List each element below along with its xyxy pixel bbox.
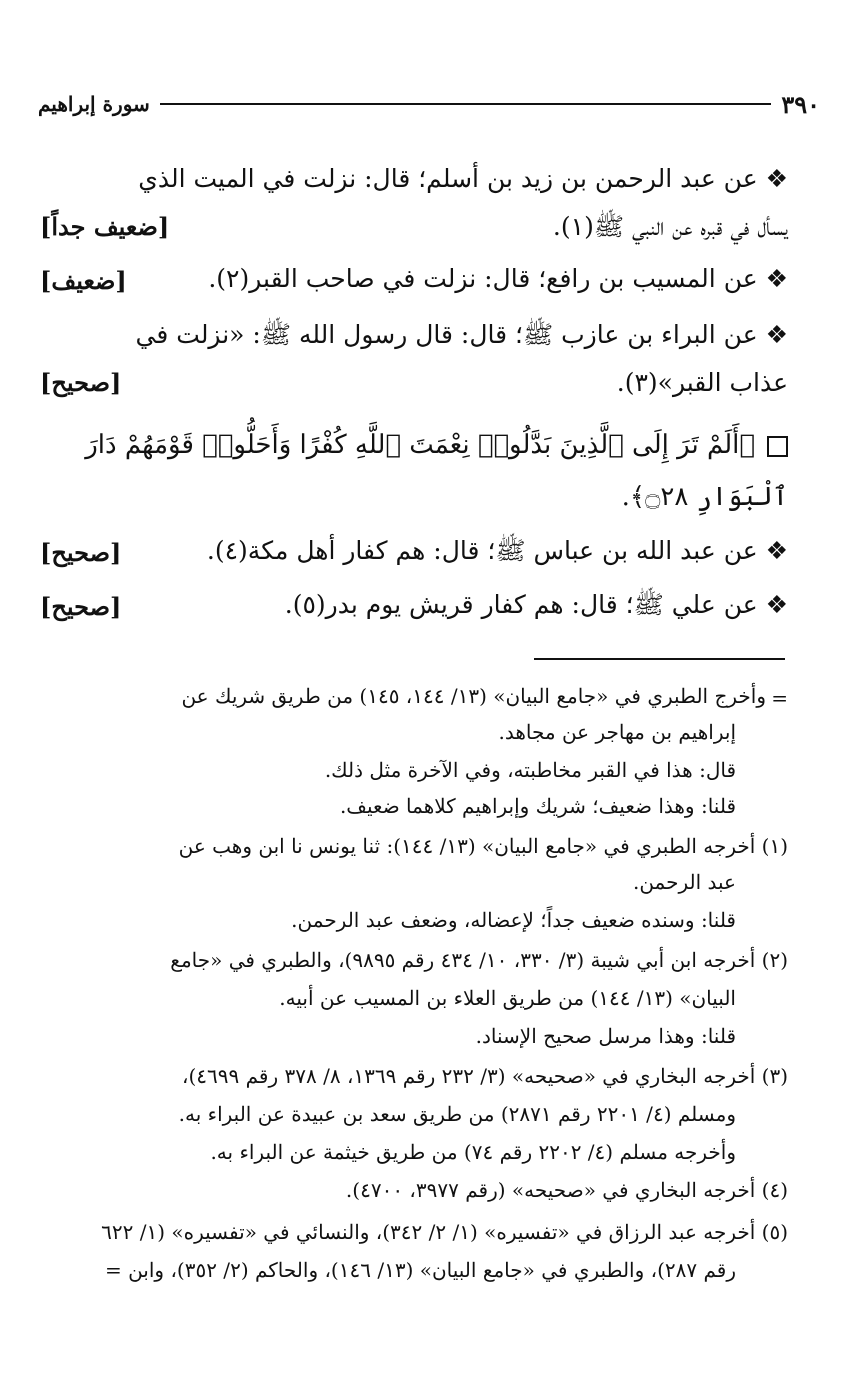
footnote-line: قلنا: وهذا ضعيف؛ شريك وإبراهيم كلاهما ضعيف. (339, 794, 736, 818)
narration-4-line-1: ❖ عن عبد الله بن عباس ﷺ؛ قال: هم كفار أهل مكة(٤). (206, 536, 788, 565)
footnote-line: قلنا: وسنده ضعيف جداً؛ لإعضاله، وضعف عبد الرحمن. (291, 908, 736, 932)
narration-3-line-2: عذاب القبر»(٣). (616, 368, 788, 397)
grade-badge: [ضعيف جداً] (40, 212, 170, 241)
verse-text-1: ﴿أَلَمْ تَرَ إِلَى ٱلَّذِينَ بَدَّلُوا۟ نِعْمَتَ ٱللَّهِ كُفْرًا وَأَحَلُّوا۟ قَوْمَهُمْ دَارَ (85, 430, 755, 460)
footnote-line: وأخرجه مسلم (٤/ ٢٢٠٢ رقم ٧٤) من طريق خيثمة عن البراء به. (210, 1140, 736, 1164)
footnote-line: ومسلم (٤/ ٢٢٠١ رقم ٢٨٧١) من طريق سعد بن عبيدة عن البراء به. (178, 1102, 736, 1126)
running-header (38, 84, 820, 124)
narration-5-line-1: ❖ عن علي ﷺ؛ قال: هم كفار قريش يوم بدر(٥). (284, 590, 788, 619)
footnote-line: قلنا: وهذا مرسل صحيح الإسناد. (475, 1024, 736, 1048)
narration-1-line-2: يسأل في قبره عن النبي ﷺ(١). (552, 212, 788, 241)
grade-badge: [صحيح] (40, 538, 122, 567)
footnote-line: عبد الرحمن. (632, 870, 736, 894)
footnote-line: (٥) أخرجه عبد الرزاق في «تفسيره» (١/ ٢/ ٣٤٢)، والنسائي في «تفسيره» (١/ ٦٢٢ (101, 1220, 788, 1244)
grade-badge: [ضعيف] (40, 266, 127, 295)
continuation-mark: = (771, 686, 788, 710)
page-number: ٣٩٠ (781, 89, 820, 119)
footnote-separator (534, 658, 785, 660)
narration-2-line-1: ❖ عن المسيب بن رافع؛ قال: نزلت في صاحب القبر(٢). (208, 264, 788, 293)
grade-badge: [صحيح] (40, 368, 122, 397)
footnote-line: (١) أخرجه الطبري في «جامع البيان» (١٣/ ١٤٤): ثنا يونس نا ابن وهب عن (178, 834, 788, 858)
verse-line-1 (85, 432, 788, 458)
footnote-line: (٣) أخرجه البخاري في «صحيحه» (٣/ ٢٣٢ رقم ١٣٦٩، ٨/ ٣٧٨ رقم ٤٦٩٩)، (182, 1064, 788, 1088)
surah-title: سورة إبراهيم (38, 92, 150, 116)
footnote-line: وأخرج الطبري في «جامع البيان» (١٣/ ١٤٤، ١٤٥) من طريق شريك عن (181, 684, 766, 708)
header-rule (160, 103, 772, 105)
footnote-line: (٢) أخرجه ابن أبي شيبة (٣/ ٣٣٠، ١٠/ ٤٣٤ رقم ٩٨٩٥)، والطبري في «جامع (170, 948, 788, 972)
footnote-line: رقم ٢٨٧)، والطبري في «جامع البيان» (١٣/ ١٤٦)، والحاكم (٢/ ٣٥٢)، وابن = (104, 1258, 736, 1282)
grade-badge: [صحيح] (40, 592, 122, 621)
footnote-line: (٤) أخرجه البخاري في «صحيحه» (رقم ٣٩٧٧، ٤٧٠٠). (345, 1178, 788, 1202)
footnote-line: قال: هذا في القبر مخاطبته، وفي الآخرة مثل ذلك. (324, 758, 736, 782)
square-bullet-icon (767, 436, 788, 457)
narration-3-line-1: ❖ عن البراء بن عازب ﷺ؛ قال: قال رسول الله ﷺ: «نزلت في (135, 320, 788, 349)
footnote-line: البيان» (١٣/ ١٤٤) من طريق العلاء بن المسيب عن أبيه. (279, 986, 736, 1010)
footnote-line: إبراهيم بن مهاجر عن مجاهد. (498, 720, 736, 744)
narration-1-line-1: ❖ عن عبد الرحمن بن زيد بن أسلم؛ قال: نزلت في الميت الذي (138, 164, 788, 193)
verse-line-2: ٱلْبَوَارِ ۝٢٨﴾. (621, 482, 788, 512)
